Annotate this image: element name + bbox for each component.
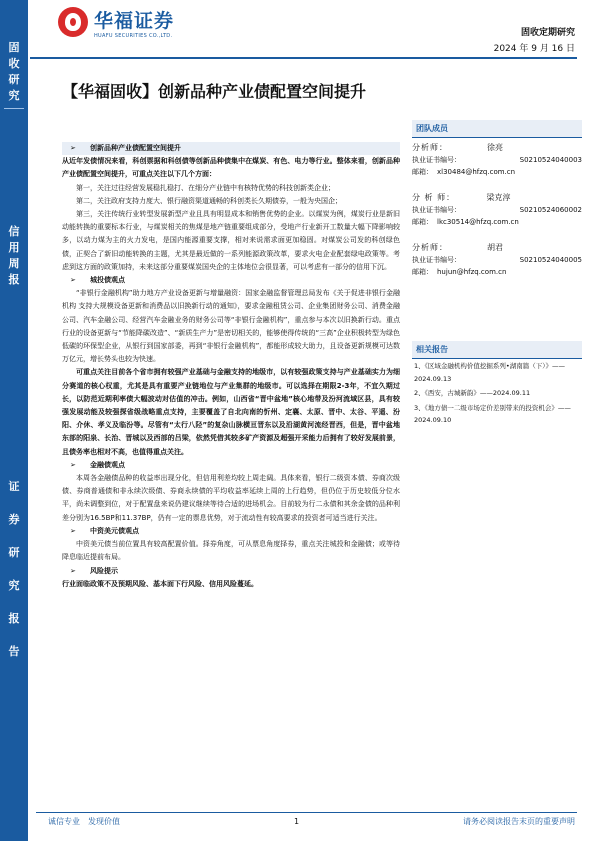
analyst-name-row	[412, 242, 582, 254]
cert-label: 执业证书编号：	[412, 256, 461, 264]
paragraph: 本周各金融债品种的收益率出现分化，但信用利差均较上周走阔。具体来看，银行二级资本债、券商次级债、券商普通债和非永续次级债、券商永续债的平均收益率延续上周的上行趋势，但仍位于历史较低分位水平，尚未调整到位，对于配置盘来说仍建议继续等待合适的进场机会。目前较为行二永债和其余金债的品种利差分别为16.5BP和11.37BP，仍有一定的票息优势，对于流动性有较高要求的投资者可适当进行关注。	[62, 474, 400, 522]
logo-name-en: HUAFU SECURITIES CO.,LTD.	[94, 33, 173, 39]
email-label: 邮箱：	[412, 268, 433, 276]
sidebar-label-fixed-income	[0, 40, 28, 104]
email-label: 邮箱：	[412, 218, 433, 226]
analyst-name: 胡君	[487, 243, 503, 252]
paragraph: 从近年发债情况来看，科创票据和科创债等创新品种债集中在煤炭、有色、电力等行业。整体来看，创新品种产业债配置空间提升，可重点关注以下几个方面：	[62, 157, 400, 179]
logo-name-cn: 华福证券	[94, 10, 175, 32]
section-heading-text: 风险提示	[90, 566, 118, 575]
arrow-icon: ➢	[70, 566, 76, 575]
paragraph: 可重点关注目前各个省市拥有较强产业基础与金融支持的地级市，以有较强政策支持与产业基础实力为细分赛道的核心权重，尤其是具有重要产业链地位与产业集群的地级市。可以选择在期限2-3年，不宜久期过长，以防范近期利率债大幅波动对估值的冲击。例如，山西省“晋中盆地”核心地带及汾河流域区县，具有较强发展动能及较强探省级战略重点支持，主要覆盖了自北向南的忻州、定襄、太原、晋中、太谷、平遥、汾阳、介休、孝义及临汾等。尽管有“太行八陉”的复杂山脉横亘晋东以及沿湖黄河流经晋西，但是，晋中盆地东部的阳泉、长治、晋城以及西部的吕梁，依然凭借其较多矿产资源及超强开采能力后拥有了较好发展前景，且债务率也相对不高，也值得重点关注。	[62, 368, 400, 456]
cert-number: S0210524040005	[519, 256, 582, 264]
cert-number: S0210524060002	[519, 206, 582, 214]
team-panel	[412, 120, 582, 288]
page-number: 1	[294, 817, 300, 826]
section-heading	[62, 525, 400, 538]
analyst-email: xl30484@hfzq.com.cn	[437, 168, 516, 176]
related-report-item: 3、《地方债一二级市场定价差别带来的投资机会》——2024.09.10	[414, 403, 571, 424]
arrow-icon: ➢	[70, 460, 76, 469]
section-heading-text: 金融债观点	[90, 460, 125, 469]
paragraph: 第三，关注传统行业转型发展新型产业且具有明显成本和销售优势的企业。以煤炭为例，煤炭行业是新旧动能转换的重要标本行业，与煤炭相关的焦煤是地产链重要组成部分，受地产行业新开工数量大幅下降影响较多，以动力煤为主的火力发电，是国内能源重要支撑，相对来说需求面更加稳固。对煤炭公司发的科创绿色债，正契合了新旧动能转换的主题，尤其是最近做的一系列能源政策改革，要求火电企业配套绿电政策等。考虑到这方面的政策加持，未来这部分重要煤炭国央企的主体地位会很显著，可以考虑有一部分的信用下沉。	[62, 210, 400, 271]
analyst-name-row	[412, 192, 582, 204]
main-content	[62, 142, 400, 591]
header-divider	[30, 57, 577, 59]
spacer	[542, 242, 582, 254]
arrow-icon: ➢	[70, 526, 76, 535]
paragraph: 第二，关注政府支持力度大、银行融资渠道通畅的科创类长久期债券，一般为央国企；	[76, 196, 342, 205]
team-title: 团队成员	[412, 120, 582, 138]
analyst-email-row	[412, 266, 582, 278]
analyst-cert-row	[412, 204, 582, 216]
sidebar-char: 研	[8, 546, 20, 559]
sidebar-char: 究	[8, 89, 20, 102]
report-type: 固收定期研究	[520, 28, 575, 38]
analyst-email-row	[412, 166, 582, 178]
section-heading	[62, 459, 400, 472]
related-reports-title: 相关报告	[412, 341, 582, 359]
sidebar-divider	[4, 108, 24, 109]
paragraph: “非银行金融机构”助力地方产业设备更新与增量融资：国家金融监督管理总局发布《关于促进非银行金融机构 支持大规模设备更新和消费品以旧换新行动的通知》，要求金融租赁公司、企业集团财务公司、消费金融公司、汽车金融公司、经营汽车金融业务的财务公司等“非银行金融机构”，重点参与本次以旧换新行动。重点行业的设备更新与“节能降碳改造”、“新质生产力”是密切相关的，能够使得传统的“三高”企业积极转型为绿色低碳的环保型企业，从银行到国家部委，再到“非银行金融机构”，都能形成较大助力，且设备更新规模可达数万亿元，增长势头也较为快速。	[62, 289, 400, 364]
analyst-cert-row	[412, 254, 582, 266]
report-date: 2024 年 9 月 16 日	[493, 44, 575, 54]
cert-number: S0210524040003	[519, 156, 582, 164]
sidebar-char: 报	[8, 273, 20, 286]
arrow-icon: ➢	[70, 144, 76, 152]
sidebar-char: 收	[8, 57, 20, 70]
paragraph: 中资美元债当前位置具有较高配置价值。择券角度，可从票息角度择券，重点关注城投和金融债；或等待降息临近提前布局。	[62, 540, 400, 562]
spacer	[542, 192, 582, 204]
sidebar-char: 信	[8, 225, 20, 238]
sidebar-char: 券	[8, 513, 20, 526]
footer-divider	[36, 812, 577, 813]
analyst-name: 梁克淳	[486, 193, 511, 202]
paragraph: 行业面临政策不及预期风险、基本面下行风险、信用风险蔓延。	[62, 579, 258, 588]
section-heading	[62, 565, 400, 578]
footer-disclaimer: 请务必阅读报告末页的重要声明	[463, 817, 575, 826]
sidebar-char: 固	[8, 41, 20, 54]
analyst-list	[412, 142, 582, 288]
company-logo	[58, 4, 228, 48]
spacer	[542, 142, 582, 154]
section-heading	[62, 142, 400, 155]
footer-slogan: 诚信专业 发现价值	[48, 817, 120, 826]
sidebar-char: 研	[8, 73, 20, 86]
section-heading	[62, 274, 400, 287]
analyst-role: 分析师：	[412, 243, 448, 252]
sidebar	[0, 0, 28, 841]
section-heading-text: 城投债观点	[90, 276, 125, 285]
analyst-card	[412, 142, 582, 188]
report-title: 【华福固收】创新品种产业债配置空间提升	[62, 82, 367, 101]
cert-label: 执业证书编号：	[412, 156, 461, 164]
paragraph: 第一，关注过往经营发展稳扎稳打、在细分产业链中有核特优势的科技创新类企业；	[76, 183, 335, 192]
section-heading-text: 中资美元债观点	[90, 526, 139, 535]
analyst-name-row	[412, 142, 582, 154]
related-report-item: 1、《区域金融机构价值挖掘系列•湖南篇（下）》——2024.09.13	[414, 362, 565, 383]
related-report-item: 2、《西安，古城新韵》——2024.09.11	[414, 389, 531, 397]
analyst-name: 徐亮	[487, 143, 503, 152]
sidebar-char: 周	[8, 257, 20, 270]
analyst-cert-row	[412, 154, 582, 166]
analyst-card	[412, 192, 582, 238]
email-label: 邮箱：	[412, 168, 433, 176]
logo-icon	[58, 7, 88, 37]
sidebar-char: 证	[8, 480, 20, 493]
section-heading-text: 创新品种产业债配置空间提升	[90, 144, 181, 152]
arrow-icon: ➢	[70, 276, 76, 285]
sidebar-label-credit-weekly	[0, 224, 28, 288]
analyst-card	[412, 242, 582, 288]
sidebar-label-securities-report	[0, 470, 28, 668]
analyst-role: 分析师：	[412, 143, 448, 152]
analyst-email: hujun@hfzq.com.cn	[437, 268, 507, 276]
analyst-role: 分 析 师：	[412, 193, 456, 202]
sidebar-char: 告	[8, 645, 20, 658]
sidebar-char: 报	[8, 612, 20, 625]
cert-label: 执业证书编号：	[412, 206, 461, 214]
sidebar-char: 究	[8, 579, 20, 592]
sidebar-char: 用	[8, 241, 20, 254]
related-reports-list	[414, 360, 576, 429]
analyst-email: lkc30514@hfzq.com.cn	[437, 218, 519, 226]
analyst-email-row	[412, 216, 582, 228]
